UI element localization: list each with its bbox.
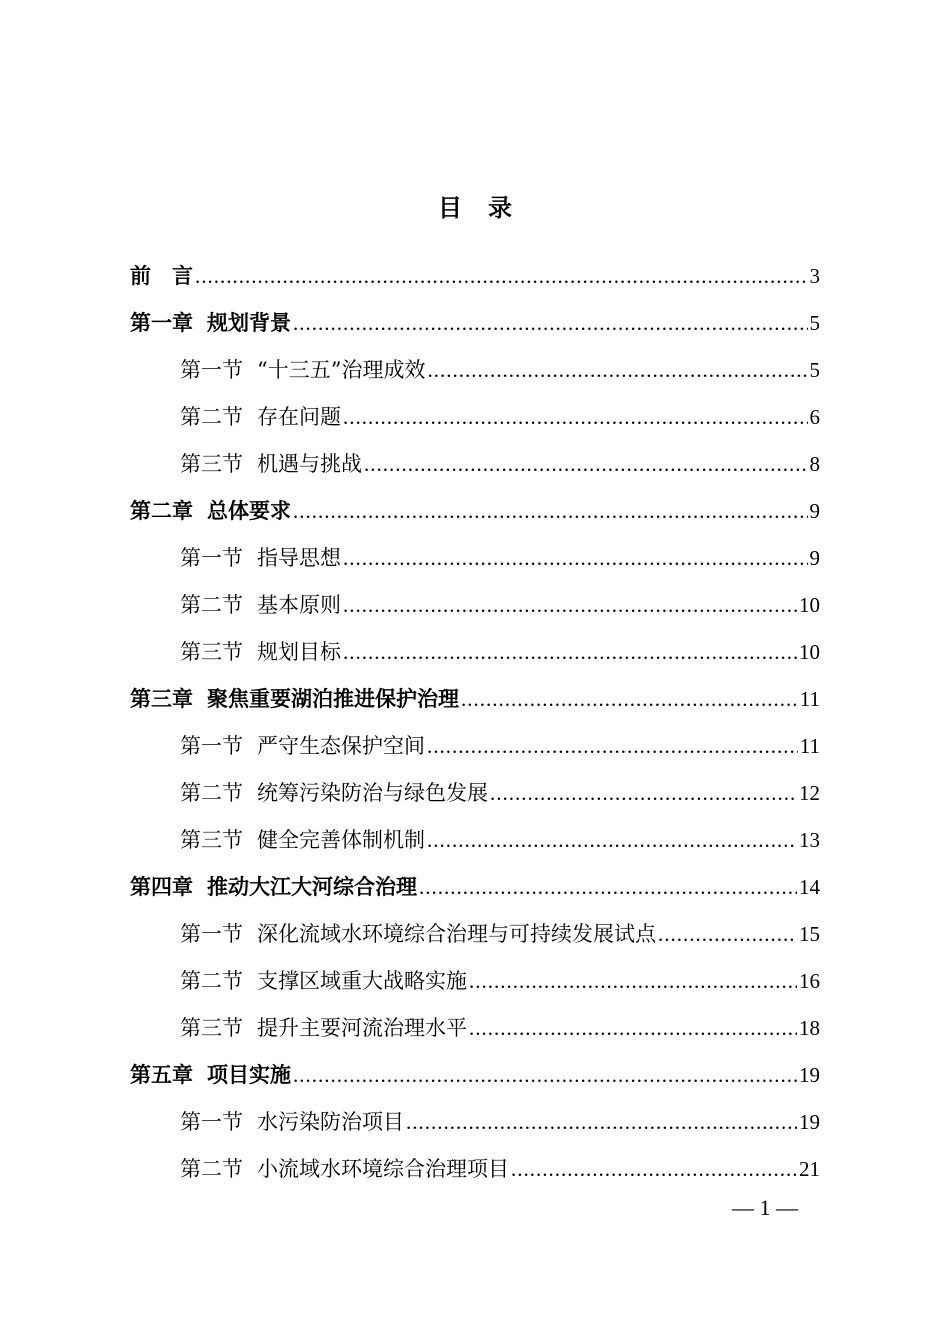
toc-entry-section[interactable] bbox=[180, 726, 820, 766]
toc-label: 第四章 bbox=[130, 875, 193, 899]
toc-title: 支撑区域重大战略实施 bbox=[257, 969, 467, 993]
toc-entry-section[interactable] bbox=[180, 961, 820, 1001]
toc-page-number: 9 bbox=[809, 546, 820, 570]
toc-title: 小流域水环境综合治理项目 bbox=[257, 1157, 509, 1181]
toc-title: 指导思想 bbox=[257, 546, 341, 570]
toc-title: 机遇与挑战 bbox=[257, 452, 362, 476]
toc-label: 第二节 bbox=[180, 593, 243, 617]
toc-title: 总体要求 bbox=[207, 499, 291, 523]
toc-entry-section[interactable] bbox=[180, 1008, 820, 1048]
toc-page-number: 5 bbox=[809, 311, 820, 335]
toc-label: 第二章 bbox=[130, 499, 193, 523]
toc-entry-section[interactable] bbox=[180, 397, 820, 437]
toc-label: 第二节 bbox=[180, 781, 243, 805]
toc-leader bbox=[490, 773, 797, 813]
toc-leader bbox=[419, 867, 797, 907]
toc-label: 第三节 bbox=[180, 640, 243, 664]
toc-title: 规划目标 bbox=[257, 640, 341, 664]
toc-entry-chapter[interactable] bbox=[130, 867, 820, 907]
toc-page-number: 16 bbox=[799, 969, 820, 993]
toc-leader bbox=[406, 1102, 797, 1142]
toc-label: 第三节 bbox=[180, 452, 243, 476]
toc-title-part1: 目 bbox=[438, 194, 462, 222]
toc-entry-section[interactable] bbox=[180, 773, 820, 813]
toc-entry-section[interactable] bbox=[180, 585, 820, 625]
page-number-footer: — 1 — bbox=[732, 1195, 798, 1220]
toc-title: 深化流域水环境综合治理与可持续发展试点 bbox=[257, 922, 656, 946]
toc-title: 存在问题 bbox=[257, 405, 341, 429]
toc-title: 基本原则 bbox=[257, 593, 341, 617]
toc-label: 第三节 bbox=[180, 1016, 243, 1040]
toc-entry-section[interactable] bbox=[180, 444, 820, 484]
toc-leader bbox=[427, 726, 798, 766]
toc-title: 聚焦重要湖泊推进保护治理 bbox=[207, 687, 459, 711]
toc-leader bbox=[293, 491, 808, 531]
toc-title: 统筹污染防治与绿色发展 bbox=[257, 781, 488, 805]
toc-entry-section[interactable] bbox=[180, 350, 820, 390]
toc-entry-chapter[interactable] bbox=[130, 1055, 820, 1095]
toc-page-number: 6 bbox=[809, 405, 820, 429]
toc-leader bbox=[461, 679, 798, 719]
toc-title: 水污染防治项目 bbox=[257, 1110, 404, 1134]
toc-page-number: 8 bbox=[809, 452, 820, 476]
toc-leader bbox=[293, 1055, 797, 1095]
toc-title bbox=[0, 188, 950, 223]
toc-entry-section[interactable] bbox=[180, 914, 820, 954]
toc-label: 第一章 bbox=[130, 311, 193, 335]
toc-entry-preface[interactable] bbox=[130, 256, 820, 296]
toc-label: 第一节 bbox=[180, 1110, 243, 1134]
toc-label: 第一节 bbox=[180, 734, 243, 758]
toc-page-number: 19 bbox=[799, 1063, 820, 1087]
toc-leader bbox=[343, 397, 808, 437]
toc-page-number: 12 bbox=[799, 781, 820, 805]
toc-leader bbox=[343, 585, 797, 625]
toc-entry-chapter[interactable] bbox=[130, 491, 820, 531]
toc-page-number: 9 bbox=[809, 499, 820, 523]
toc-title: 项目实施 bbox=[207, 1063, 291, 1087]
toc-label: 第三章 bbox=[130, 687, 193, 711]
toc-title-part2: 录 bbox=[488, 194, 512, 222]
toc-leader bbox=[469, 1008, 797, 1048]
toc-title: 推动大江大河综合治理 bbox=[207, 875, 417, 899]
toc-entry-section[interactable] bbox=[180, 1102, 820, 1142]
toc-page-number: 18 bbox=[799, 1016, 820, 1040]
toc-label: 第二节 bbox=[180, 405, 243, 429]
toc-page-number: 19 bbox=[799, 1110, 820, 1134]
toc-title: “十三五”治理成效 bbox=[257, 358, 426, 382]
toc-entry-section[interactable] bbox=[180, 538, 820, 578]
toc-page-number: 15 bbox=[799, 922, 820, 946]
toc-page-number: 11 bbox=[799, 687, 820, 711]
toc-label: 第一节 bbox=[180, 546, 243, 570]
toc-page-number: 10 bbox=[799, 593, 820, 617]
toc-title: 严守生态保护空间 bbox=[257, 734, 425, 758]
toc-title: 健全完善体制机制 bbox=[257, 828, 425, 852]
toc-page-number: 21 bbox=[799, 1157, 820, 1181]
toc-label: 第二节 bbox=[180, 1157, 243, 1181]
toc-entry-chapter[interactable] bbox=[130, 679, 820, 719]
toc-title: 规划背景 bbox=[207, 311, 291, 335]
toc-leader bbox=[364, 444, 808, 484]
toc-page-number: 13 bbox=[799, 828, 820, 852]
toc-leader bbox=[195, 256, 808, 296]
toc-page-number: 14 bbox=[799, 875, 820, 899]
toc-entry-section[interactable] bbox=[180, 1149, 820, 1189]
toc-label: 第一节 bbox=[180, 358, 243, 382]
toc-entry-section[interactable] bbox=[180, 820, 820, 860]
toc-leader bbox=[343, 632, 797, 672]
toc-label: 第二节 bbox=[180, 969, 243, 993]
toc-page-number: 10 bbox=[799, 640, 820, 664]
toc-page-number: 11 bbox=[799, 734, 820, 758]
toc-leader bbox=[511, 1149, 797, 1189]
toc-leader bbox=[293, 303, 808, 343]
toc-entry-chapter[interactable] bbox=[130, 303, 820, 343]
toc-entry-section[interactable] bbox=[180, 632, 820, 672]
toc-page-number: 3 bbox=[809, 264, 820, 288]
toc-label: 第一节 bbox=[180, 922, 243, 946]
toc-label: 前 言 bbox=[130, 264, 193, 288]
toc-label: 第五章 bbox=[130, 1063, 193, 1087]
toc-leader bbox=[427, 820, 797, 860]
toc-leader bbox=[427, 350, 807, 390]
toc-label: 第三节 bbox=[180, 828, 243, 852]
toc-leader bbox=[469, 961, 797, 1001]
toc-title: 提升主要河流治理水平 bbox=[257, 1016, 467, 1040]
toc-page-number: 5 bbox=[809, 358, 820, 382]
toc-leader bbox=[343, 538, 808, 578]
toc-leader bbox=[658, 914, 797, 954]
